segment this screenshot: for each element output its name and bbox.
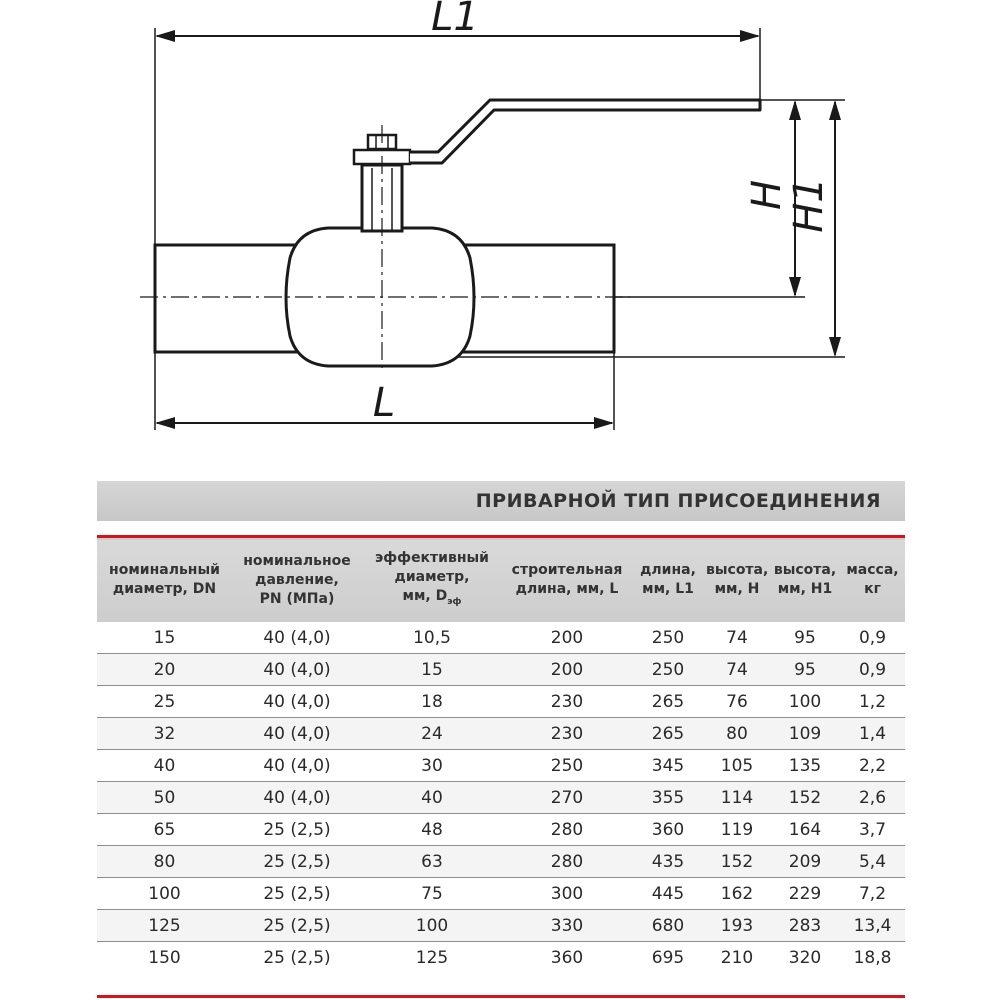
cell-dn: 32 xyxy=(97,718,232,750)
cell-h: 114 xyxy=(704,782,770,814)
cell-l1: 435 xyxy=(632,846,704,878)
cell-pn: 40 (4,0) xyxy=(232,718,362,750)
cell-dn: 100 xyxy=(97,878,232,910)
cell-pn: 40 (4,0) xyxy=(232,686,362,718)
spec-table xyxy=(97,535,905,973)
cell-deff: 75 xyxy=(362,878,502,910)
header-h1: высота, мм, H1 xyxy=(773,562,837,597)
cell-h1: 135 xyxy=(770,750,840,782)
cell-h1: 229 xyxy=(770,878,840,910)
table-row xyxy=(97,942,905,974)
cell-deff: 40 xyxy=(362,782,502,814)
extension-lines xyxy=(155,28,845,430)
cell-deff: 100 xyxy=(362,910,502,942)
label-h1: H1 xyxy=(786,177,832,233)
cell-l1: 360 xyxy=(632,814,704,846)
cell-dn: 20 xyxy=(97,654,232,686)
cell-pn: 40 (4,0) xyxy=(232,654,362,686)
cell-l1: 265 xyxy=(632,686,704,718)
cell-mass: 0,9 xyxy=(840,654,905,686)
cell-h1: 320 xyxy=(788,947,822,968)
cell-l1: 265 xyxy=(632,718,704,750)
header-dn: номинальный диаметр, DN xyxy=(109,562,220,597)
cell-dn: 15 xyxy=(97,622,232,654)
valve-drawing xyxy=(0,0,1000,470)
cell-l: 300 xyxy=(502,878,632,910)
table-row xyxy=(97,910,905,942)
cell-deff: 63 xyxy=(362,846,502,878)
cell-l1: 250 xyxy=(632,654,704,686)
cell-l1: 695 xyxy=(651,947,685,968)
table-row xyxy=(97,622,905,654)
section-title-bar xyxy=(97,481,905,521)
cell-pn: 25 (2,5) xyxy=(232,846,362,878)
bottom-red-line xyxy=(97,995,905,998)
cell-h1: 164 xyxy=(770,814,840,846)
header-deff: эффективный диаметр, мм, $D_{эф}$ xyxy=(374,549,489,607)
cell-mass: 3,7 xyxy=(840,814,905,846)
cell-mass: 0,9 xyxy=(840,622,905,654)
cell-h: 74 xyxy=(704,654,770,686)
cell-h1: 95 xyxy=(770,622,840,654)
cell-h: 80 xyxy=(704,718,770,750)
cell-mass: 2,2 xyxy=(840,750,905,782)
cell-l: 250 xyxy=(502,750,632,782)
pipe-right xyxy=(460,245,614,352)
cell-mass: 5,4 xyxy=(840,846,905,878)
header-l: строительная длина, мм, L xyxy=(511,562,623,597)
cell-dn: 125 xyxy=(97,910,232,942)
cell-dn: 65 xyxy=(97,814,232,846)
cell-h: 119 xyxy=(704,814,770,846)
table-row xyxy=(97,846,905,878)
cell-deff: 10,5 xyxy=(362,622,502,654)
table-row xyxy=(97,750,905,782)
label-l1: L1 xyxy=(431,0,479,40)
cell-l1: 355 xyxy=(632,782,704,814)
cell-pn: 25 (2,5) xyxy=(232,878,362,910)
cell-l: 230 xyxy=(502,686,632,718)
cell-h1: 152 xyxy=(770,782,840,814)
table-body xyxy=(97,622,905,973)
label-l: L xyxy=(372,380,396,426)
cell-dn: 150 xyxy=(148,947,181,968)
cell-mass: 18,8 xyxy=(853,947,892,968)
cell-pn: 25 (2,5) xyxy=(232,814,362,846)
cell-l: 360 xyxy=(550,947,584,968)
cell-l1: 445 xyxy=(632,878,704,910)
cell-h: 76 xyxy=(704,686,770,718)
cell-h1: 109 xyxy=(770,718,840,750)
cell-deff: 125 xyxy=(415,947,449,968)
table-row xyxy=(97,782,905,814)
cell-pn: 25 (2,5) xyxy=(263,947,331,968)
cell-mass: 13,4 xyxy=(840,910,905,942)
cell-dn: 40 xyxy=(97,750,232,782)
cell-deff: 18 xyxy=(362,686,502,718)
cell-pn: 40 (4,0) xyxy=(232,622,362,654)
cell-l: 270 xyxy=(502,782,632,814)
label-h: H xyxy=(744,179,790,211)
header-pn: номинальное давление, PN (МПа) xyxy=(243,552,351,607)
table-row xyxy=(97,654,905,686)
cell-mass: 1,4 xyxy=(840,718,905,750)
cell-deff: 48 xyxy=(362,814,502,846)
section-title: ПРИВАРНОЙ ТИП ПРИСОЕДИНЕНИЯ xyxy=(475,490,881,512)
cell-l: 230 xyxy=(502,718,632,750)
cell-l: 330 xyxy=(502,910,632,942)
table-row xyxy=(97,718,905,750)
cell-mass: 7,2 xyxy=(840,878,905,910)
cell-pn: 40 (4,0) xyxy=(232,750,362,782)
cell-h: 74 xyxy=(704,622,770,654)
cell-l1: 345 xyxy=(632,750,704,782)
cell-l: 200 xyxy=(502,654,632,686)
cell-deff: 24 xyxy=(362,718,502,750)
cell-l: 280 xyxy=(502,846,632,878)
cell-mass: 2,6 xyxy=(840,782,905,814)
header-h: высота, мм, H xyxy=(706,562,769,597)
cell-h1: 100 xyxy=(770,686,840,718)
table-header-row xyxy=(97,537,905,623)
cell-mass: 1,2 xyxy=(840,686,905,718)
cell-dn: 80 xyxy=(97,846,232,878)
cell-l1: 680 xyxy=(632,910,704,942)
cell-l1: 250 xyxy=(632,622,704,654)
header-mass: масса, кг xyxy=(846,562,899,597)
cell-l: 200 xyxy=(502,622,632,654)
cell-h: 105 xyxy=(704,750,770,782)
cell-h: 162 xyxy=(704,878,770,910)
cell-l: 280 xyxy=(502,814,632,846)
table-row xyxy=(97,878,905,910)
cell-h1: 283 xyxy=(770,910,840,942)
cell-dn: 25 xyxy=(97,686,232,718)
table-row xyxy=(97,686,905,718)
valve-handle xyxy=(410,100,760,163)
cell-pn: 25 (2,5) xyxy=(232,910,362,942)
cell-h1: 209 xyxy=(770,846,840,878)
header-l1: длина, мм, L1 xyxy=(640,562,696,597)
cell-pn: 40 (4,0) xyxy=(232,782,362,814)
cell-h: 210 xyxy=(720,947,754,968)
pipe-left xyxy=(155,245,298,352)
cell-h1: 95 xyxy=(770,654,840,686)
cell-deff: 15 xyxy=(362,654,502,686)
dimension-lines xyxy=(157,36,835,423)
cell-h: 152 xyxy=(704,846,770,878)
table-row xyxy=(97,814,905,846)
cell-h: 193 xyxy=(704,910,770,942)
cell-dn: 50 xyxy=(97,782,232,814)
cell-deff: 30 xyxy=(362,750,502,782)
